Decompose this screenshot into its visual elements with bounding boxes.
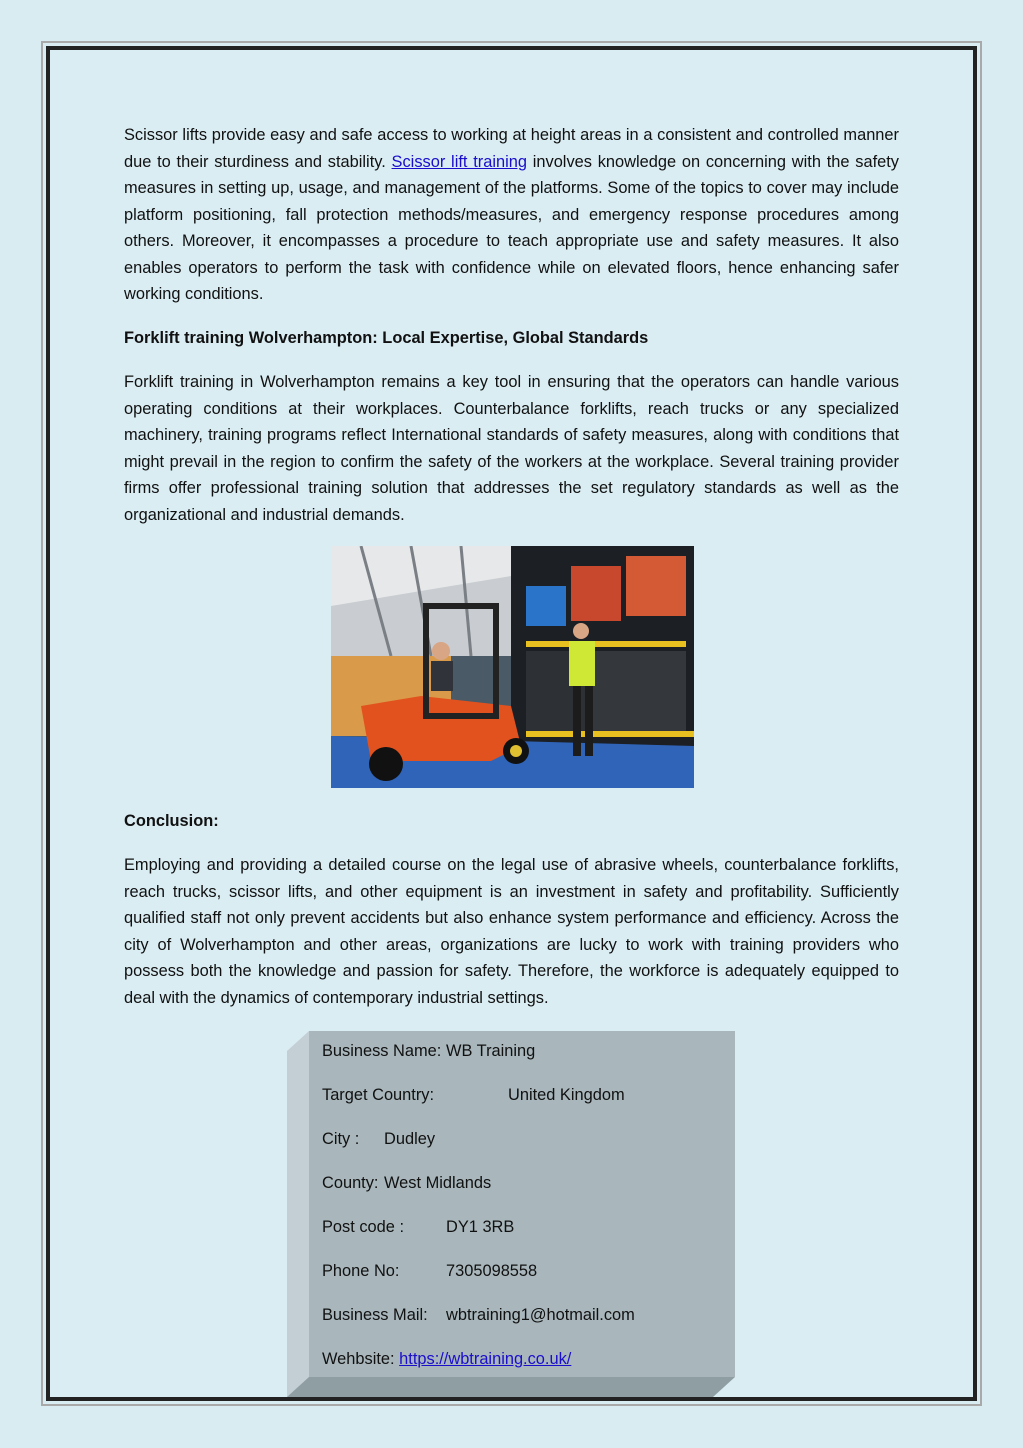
business-info-card [287,1031,735,1397]
business-name-row [322,1038,536,1064]
postcode-label: Post code : [322,1218,405,1236]
country-value: United Kingdom [508,1086,625,1104]
paragraph-forklift-training: Forklift training in Wolverhampton remains a key tool in ensuring that the operators can handle various operating conditions at their workplaces. Counterbalance forklifts, reach trucks or any specialized machinery, training programs reflect International standards of safety measures, along with conditions that might prevail in the region to confirm the safety of the workers at the workplace. Several training provider firms offer professional training solution that addresses the set regulatory standards as well as the organizational and industrial demands. [124,373,899,524]
city-value: Dudley [384,1130,436,1148]
website-row [322,1346,571,1372]
card-bevel-bottom [287,1377,735,1397]
mail-label: Business Mail: [322,1306,428,1324]
forklift-warehouse-photo [331,546,694,788]
mail-row [322,1302,635,1328]
county-value: West Midlands [384,1174,492,1192]
postcode-value: DY1 3RB [446,1218,515,1236]
city-label: City : [322,1130,360,1148]
website-label: Wehbsite: [322,1350,395,1368]
county-label: County: [322,1174,379,1192]
card-bevel-left [287,1031,309,1397]
postcode-row [322,1214,515,1240]
p1-text-before: Scissor lifts provide easy and safe access to working at height areas in a consistent and controlled manner due to their sturdiness and stability. [124,126,899,171]
website-link[interactable]: https://wbtraining.co.uk/ [399,1350,572,1368]
phone-label: Phone No: [322,1262,400,1280]
country-label: Target Country: [322,1086,435,1104]
mail-value: wbtraining1@hotmail.com [446,1306,635,1324]
paragraph-scissor-lifts [124,122,899,308]
country-row [322,1082,625,1108]
phone-value: 7305098558 [446,1262,538,1280]
heading-forklift-training: Forklift training Wolverhampton: Local Expertise, Global Standards [124,329,649,347]
paragraph-conclusion: Employing and providing a detailed course on the legal use of abrasive wheels, counterbalance forklifts, reach trucks, scissor lifts, and other equipment is an investment in safety and profitability. Sufficiently qualified staff not only prevent accidents but also enhance system performance and efficiency. Across the city of Wolverhampton and other areas, organizations are lucky to work with training providers who possess both the knowledge and passion for safety. Therefore, the workforce is adequately equipped to deal with the dynamics of contemporary industrial settings. [124,856,899,1007]
business-name-label: Business Name: [322,1042,442,1060]
phone-row [322,1258,538,1284]
p1-text-after: involves knowledge on concerning with the safety measures in setting up, usage, and management of the platforms. Some of the topics to cover may include platform positioning, fall protection methods/measures, and emergency response procedures among others. Moreover, it encompasses a procedure to teach appropriate use and safety measures. It also enables operators to perform the task with confidence while on elevated floors, hence enhancing safer working conditions. [124,152,899,303]
heading-conclusion: Conclusion: [124,812,219,830]
city-row [322,1126,436,1152]
county-row [322,1170,492,1196]
business-name-value: WB Training [446,1042,536,1060]
scissor-lift-training-link[interactable]: Scissor lift training [391,152,527,171]
